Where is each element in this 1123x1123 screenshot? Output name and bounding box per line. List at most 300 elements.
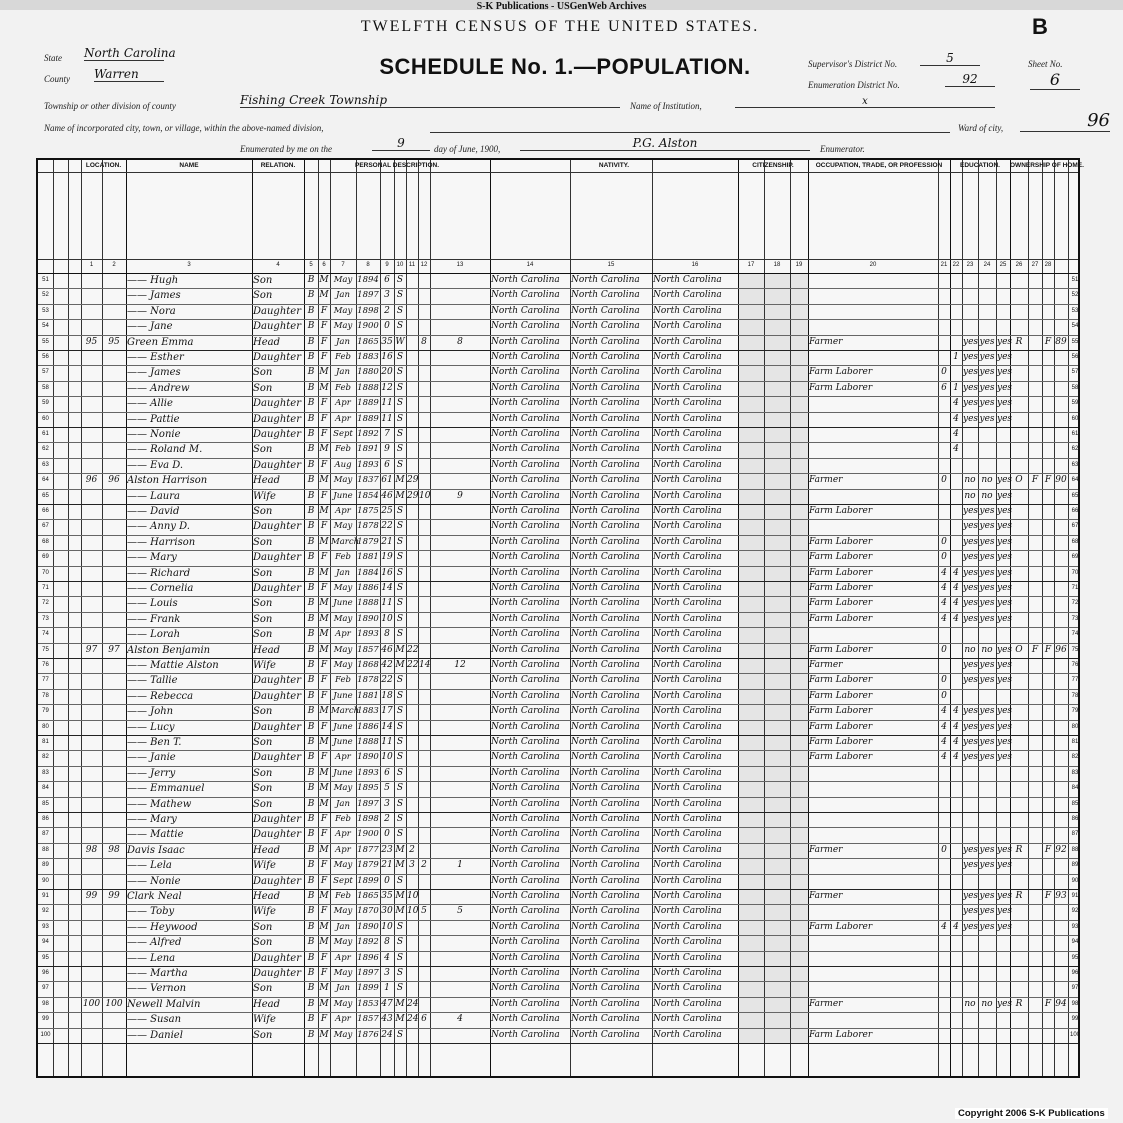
cell-father: North Carolina: [571, 336, 640, 347]
cell-line: 85: [42, 800, 49, 807]
cell-sex: M: [319, 921, 329, 932]
cell-mar: S: [396, 429, 404, 439]
cell-line: 78: [1071, 692, 1079, 699]
column-number-19: 19: [795, 262, 803, 268]
cell-occ: Farm Laborer: [809, 583, 873, 593]
cell-mar: S: [396, 413, 404, 424]
cell-place: North Carolina: [491, 444, 560, 455]
cell-year: 1878: [357, 675, 379, 686]
cell-mar: S: [396, 552, 404, 563]
cell-en: yes: [997, 382, 1013, 393]
cell-occ: Farm Laborer: [809, 536, 873, 547]
cell-name: —— Mary: [127, 552, 177, 564]
cell-place: North Carolina: [491, 336, 560, 347]
cell-en: yes: [997, 367, 1013, 378]
cell-line: 59: [42, 400, 49, 407]
cell-line: 68: [1071, 538, 1079, 545]
cell-mother: North Carolina: [653, 937, 722, 948]
column-group-6: CITIZENSHIP.: [752, 162, 794, 169]
table-row: [38, 550, 1078, 565]
cell-line: 94: [42, 939, 49, 946]
cell-age: 17: [381, 706, 393, 717]
cell-sex: F: [320, 1014, 328, 1025]
cell-wr: yes: [979, 860, 995, 871]
cell-month: Feb: [335, 382, 351, 393]
cell-year: 1896: [357, 952, 379, 963]
cell-color: B: [307, 952, 315, 963]
column-group-5: NATIVITY.: [598, 162, 630, 169]
cell-age: 14: [381, 721, 393, 732]
column-group-7: OCCUPATION, TRADE, OR PROFESSION: [815, 162, 943, 169]
cell-yrs: 24: [407, 1014, 419, 1025]
cell-sex: F: [320, 459, 328, 470]
cell-line: 58: [42, 384, 49, 391]
cell-name: —— Mary: [127, 814, 177, 825]
cell-yrs: 22: [407, 644, 419, 655]
cell-color: B: [307, 444, 315, 455]
table-row: [38, 658, 1078, 673]
column-number-2: 2: [112, 262, 116, 268]
cell-color: B: [307, 506, 315, 516]
cell-name: —— John: [127, 706, 174, 718]
cell-color: B: [307, 336, 315, 347]
cell-wr: yes: [979, 752, 995, 763]
cell-age: 21: [381, 536, 393, 547]
cell-month: May: [333, 783, 353, 794]
cell-sex: M: [319, 783, 329, 794]
cell-age: 5: [384, 783, 390, 794]
cell-year: 1889: [357, 413, 379, 424]
cell-name: —— Mathew: [127, 798, 192, 810]
cell-line: 90: [1071, 877, 1079, 884]
cell-farm: F: [1044, 891, 1052, 901]
cell-name: —— Daniel: [127, 1029, 183, 1041]
cell-place: North Carolina: [491, 644, 560, 655]
cell-schd: 92: [1055, 844, 1067, 855]
cell-year: 1898: [357, 305, 379, 316]
cell-line: 71: [42, 585, 49, 591]
cell-month: Jan: [336, 290, 350, 301]
cell-en: yes: [997, 521, 1013, 532]
cell-year: 1899: [357, 875, 379, 886]
table-row: [38, 581, 1078, 596]
cell-sex: M: [319, 798, 329, 809]
cell-mother: North Carolina: [653, 552, 722, 563]
cell-sex: M: [319, 275, 329, 285]
cell-mother: North Carolina: [653, 690, 722, 701]
cell-month: Apr: [335, 829, 351, 840]
cell-name: —— Mattie: [127, 829, 184, 841]
cell-month: Jan: [336, 567, 350, 578]
cell-wr: yes: [979, 906, 995, 917]
cell-line: 72: [1071, 600, 1079, 607]
cell-rd: yes: [963, 382, 979, 393]
cell-place: North Carolina: [491, 475, 560, 486]
cell-color: B: [307, 690, 315, 701]
cell-father: North Carolina: [571, 860, 640, 871]
cell-age: 6: [384, 275, 390, 285]
cell-month: May: [333, 521, 353, 532]
cell-rel: Son: [253, 567, 273, 579]
cell-occ: Farm Laborer: [809, 367, 873, 378]
column-number-23: 23: [966, 262, 974, 268]
cell-age: 61: [381, 475, 393, 486]
cell-line: 54: [1071, 323, 1079, 330]
cell-dw: 96: [85, 475, 98, 486]
cell-color: B: [307, 598, 315, 609]
cell-father: North Carolina: [571, 891, 640, 901]
cell-wr: yes: [979, 706, 995, 717]
table-row: [38, 766, 1078, 781]
cell-own: R: [1015, 891, 1023, 901]
cell-yrs: 10: [407, 891, 419, 901]
table-row: [38, 627, 1078, 642]
cell-rel: Son: [253, 798, 273, 810]
cell-color: B: [307, 629, 315, 640]
column-number-6: 6: [322, 262, 326, 268]
cell-mar: S: [396, 752, 404, 763]
cell-name: Alston Benjamin: [127, 644, 211, 656]
cell-rel: Son: [253, 783, 273, 795]
cell-month: Apr: [335, 413, 351, 424]
cell-mother: North Carolina: [653, 829, 722, 840]
cell-line: 93: [42, 923, 49, 930]
table-row: [38, 458, 1078, 473]
cell-month: March: [331, 536, 360, 547]
cell-mar: S: [396, 983, 404, 994]
cell-line: 62: [42, 446, 49, 453]
cell-mother: North Carolina: [653, 275, 722, 285]
cell-month: Apr: [335, 752, 351, 763]
cell-rd: yes: [963, 598, 979, 609]
cell-sex: F: [320, 860, 328, 871]
cell-liv: 5: [457, 906, 463, 917]
cell-rd: yes: [963, 413, 979, 424]
table-row: [38, 997, 1078, 1012]
cell-color: B: [307, 798, 315, 809]
cell-place: North Carolina: [491, 521, 560, 532]
cell-year: 1898: [357, 814, 379, 824]
cell-month: June: [333, 721, 353, 732]
cell-name: —— Frank: [127, 613, 181, 625]
cell-sex: F: [320, 352, 328, 362]
cell-place: North Carolina: [491, 660, 560, 670]
table-row: [38, 442, 1078, 457]
cell-sch: 4: [953, 706, 959, 717]
cell-name: —— David: [127, 506, 180, 517]
table-row: [38, 951, 1078, 966]
cell-year: 1890: [357, 613, 379, 624]
cell-month: June: [333, 490, 353, 501]
column-group-9: OWNERSHIP OF HOME.: [1010, 162, 1084, 169]
table-row: [38, 288, 1078, 303]
cell-father: North Carolina: [571, 829, 640, 840]
column-number-21: 21: [940, 262, 948, 268]
cell-occ: Farm Laborer: [809, 752, 873, 763]
cell-rd: yes: [963, 352, 979, 362]
cell-year: 1883: [357, 706, 379, 717]
cell-month: Feb: [335, 444, 351, 455]
cell-sex: M: [319, 706, 329, 717]
cell-line: 61: [42, 431, 49, 437]
cell-line: 86: [42, 816, 49, 822]
cell-line: 83: [1071, 769, 1079, 776]
cell-mu: 0: [941, 552, 947, 563]
cell-rel: Son: [253, 275, 273, 286]
cell-age: 30: [381, 906, 393, 917]
cell-sex: F: [320, 690, 328, 701]
cell-yrs: 24: [407, 998, 419, 1009]
table-row: [38, 427, 1078, 442]
cell-line: 76: [1071, 662, 1079, 668]
cell-fam: 99: [108, 891, 120, 901]
cell-sex: F: [320, 829, 328, 840]
cell-age: 11: [381, 413, 393, 424]
cell-line: 86: [1071, 816, 1079, 822]
cell-mar: M: [395, 490, 405, 501]
cell-rd: yes: [963, 752, 979, 763]
enumeration-district-value: 92: [945, 72, 995, 87]
cell-month: Apr: [335, 1014, 351, 1025]
cell-color: B: [307, 767, 315, 778]
cell-father: North Carolina: [571, 475, 640, 486]
cell-year: 1884: [357, 567, 379, 578]
cell-year: 1891: [357, 444, 379, 455]
cell-mar: S: [396, 968, 404, 978]
cell-sex: M: [319, 598, 329, 609]
cell-line: 58: [1071, 384, 1079, 391]
cell-rd: yes: [963, 860, 979, 871]
cell-en: yes: [997, 906, 1013, 917]
cell-rel: Daughter: [253, 321, 301, 333]
cell-name: —— Martha: [127, 968, 188, 979]
cell-sex: M: [319, 367, 329, 378]
cell-mar: M: [395, 644, 405, 655]
cell-sex: M: [319, 444, 329, 455]
cell-rel: Daughter: [253, 875, 301, 887]
cell-year: 1893: [357, 629, 379, 640]
cell-name: Clark Neal: [127, 891, 182, 902]
table-row: [38, 981, 1078, 996]
cell-mother: North Carolina: [653, 290, 722, 301]
cell-age: 12: [381, 382, 393, 393]
cell-line: 94: [1071, 939, 1079, 946]
cell-en: yes: [997, 598, 1013, 609]
cell-father: North Carolina: [571, 598, 640, 609]
cell-fam: 97: [108, 644, 120, 655]
cell-line: 55: [42, 338, 49, 345]
cell-place: North Carolina: [491, 906, 560, 917]
cell-mother: North Carolina: [653, 814, 722, 824]
cell-sex: F: [320, 490, 328, 501]
table-row: [38, 720, 1078, 735]
cell-line: 98: [42, 1000, 49, 1007]
cell-name: —— Susan: [127, 1014, 182, 1026]
cell-name: —— Nonie: [127, 875, 181, 887]
cell-sex: M: [319, 1029, 329, 1040]
cell-father: North Carolina: [571, 675, 640, 686]
cell-mar: S: [396, 459, 404, 470]
column-number-12: 12: [420, 262, 428, 268]
cell-line: 57: [42, 369, 49, 376]
cell-mother: North Carolina: [653, 413, 722, 424]
enumerated-label: Enumerated by me on the: [240, 144, 332, 154]
cell-year: 1879: [357, 860, 379, 871]
cell-line: 87: [42, 831, 49, 838]
cell-name: —— Rebecca: [127, 690, 194, 702]
cell-mother: North Carolina: [653, 398, 722, 409]
column-number-28: 28: [1044, 262, 1052, 268]
cell-name: Newell Malvin: [127, 998, 201, 1010]
cell-age: 11: [381, 398, 393, 409]
cell-sex: M: [319, 767, 329, 778]
cell-yrs: 22: [407, 660, 419, 670]
cell-schd: 89: [1055, 336, 1067, 347]
cell-mar: S: [396, 767, 404, 778]
cell-age: 16: [381, 567, 393, 578]
publisher-banner: S-K Publications - USGenWeb Archives: [476, 1, 647, 12]
cell-wr: yes: [979, 737, 995, 747]
cell-rel: Daughter: [253, 690, 301, 702]
cell-father: North Carolina: [571, 721, 640, 732]
cell-occ: Farm Laborer: [809, 706, 873, 717]
cell-farm: F: [1044, 998, 1052, 1009]
cell-yrs: 29: [407, 490, 419, 501]
cell-name: —— Lena: [127, 952, 176, 964]
cell-en: yes: [997, 490, 1013, 501]
cell-color: B: [307, 459, 315, 470]
cell-own: R: [1015, 998, 1023, 1009]
cell-rel: Daughter: [253, 398, 301, 410]
table-row: [38, 566, 1078, 581]
cell-month: May: [333, 613, 353, 624]
table-row: [38, 750, 1078, 765]
cell-mu: 0: [941, 844, 947, 855]
cell-name: —— Toby: [127, 906, 175, 918]
cell-mu: 0: [941, 690, 947, 701]
cell-rd: yes: [963, 336, 979, 347]
cell-mar: S: [396, 937, 404, 948]
cell-father: North Carolina: [571, 906, 640, 917]
cell-name: Alston Harrison: [127, 475, 208, 487]
cell-place: North Carolina: [491, 629, 560, 640]
cell-sex: M: [319, 567, 329, 578]
cell-line: 99: [1071, 1016, 1079, 1023]
cell-sch: 4: [953, 583, 959, 593]
cell-liv: 9: [457, 490, 463, 501]
column-number-1: 1: [89, 262, 94, 268]
table-row: [38, 904, 1078, 919]
cell-mother: North Carolina: [653, 998, 722, 1009]
cell-age: 11: [381, 598, 393, 609]
cell-en: yes: [997, 921, 1013, 932]
cell-line: 90: [42, 877, 49, 884]
cell-father: North Carolina: [571, 921, 640, 932]
cell-line: 100: [1069, 1031, 1080, 1038]
cell-month: Sept: [333, 875, 353, 886]
cell-rel: Wife: [253, 906, 276, 918]
cell-farm: F: [1044, 644, 1052, 655]
enumerator-name: P.G. Alston: [520, 136, 810, 151]
cell-yrs: 10: [407, 906, 419, 917]
cell-year: 1837: [357, 475, 379, 486]
cell-rd: yes: [963, 613, 979, 624]
cell-age: 42: [381, 660, 393, 670]
cell-rd: yes: [963, 906, 979, 917]
cell-wr: yes: [979, 567, 995, 578]
cell-mar: S: [396, 1029, 404, 1040]
cell-en: yes: [997, 660, 1013, 670]
cell-father: North Carolina: [571, 783, 640, 794]
cell-mar: S: [396, 275, 404, 285]
cell-line: 81: [42, 739, 49, 745]
cell-line: 60: [1071, 415, 1079, 422]
table-row: [38, 519, 1078, 534]
column-number-8: 8: [366, 262, 370, 268]
cell-occ: Farmer: [809, 891, 843, 901]
cell-fam: 98: [108, 844, 120, 855]
cell-mo: 5: [421, 906, 427, 917]
cell-line: 69: [42, 554, 49, 561]
cell-rd: no: [964, 490, 976, 501]
cell-father: North Carolina: [571, 567, 640, 578]
cell-month: June: [333, 767, 353, 778]
table-row: [38, 504, 1078, 519]
table-row: [38, 473, 1078, 488]
column-number-22: 22: [952, 262, 960, 268]
cell-rel: Son: [253, 767, 273, 779]
cell-line: 80: [42, 723, 49, 730]
cell-occ: Farm Laborer: [809, 598, 873, 609]
cell-age: 18: [381, 690, 393, 701]
cell-mar: S: [396, 737, 404, 747]
cell-month: May: [333, 321, 353, 332]
cell-mother: North Carolina: [653, 506, 722, 516]
cell-rel: Daughter: [253, 552, 301, 564]
cell-line: 65: [42, 492, 49, 499]
cell-sex: F: [320, 521, 328, 532]
cell-wr: yes: [979, 398, 995, 409]
cell-sex: M: [319, 983, 329, 994]
cell-mother: North Carolina: [653, 860, 722, 871]
cell-own: O: [1015, 644, 1023, 655]
cell-sch: 4: [953, 398, 959, 409]
table-row: [38, 689, 1078, 704]
cell-schd: 90: [1055, 475, 1067, 486]
table-row: [38, 273, 1078, 288]
cell-line: 64: [1071, 477, 1079, 484]
cell-line: 71: [1071, 585, 1079, 591]
cell-rd: yes: [963, 921, 979, 932]
cell-year: 1857: [357, 1014, 379, 1025]
cell-mar: S: [396, 952, 404, 963]
cell-rel: Daughter: [253, 521, 301, 533]
cell-color: B: [307, 321, 315, 332]
column-number-13: 13: [456, 262, 464, 268]
cell-father: North Carolina: [571, 752, 640, 763]
cell-father: North Carolina: [571, 629, 640, 640]
table-row: [38, 1028, 1078, 1043]
cell-wr: yes: [979, 521, 995, 532]
table-row: [38, 935, 1078, 950]
sheet-no-value: 6: [1030, 70, 1080, 90]
cell-place: North Carolina: [491, 506, 560, 516]
cell-mar: S: [396, 629, 404, 640]
cell-month: May: [333, 475, 353, 486]
cell-month: May: [333, 937, 353, 948]
cell-age: 10: [381, 752, 393, 763]
cell-color: B: [307, 844, 315, 855]
